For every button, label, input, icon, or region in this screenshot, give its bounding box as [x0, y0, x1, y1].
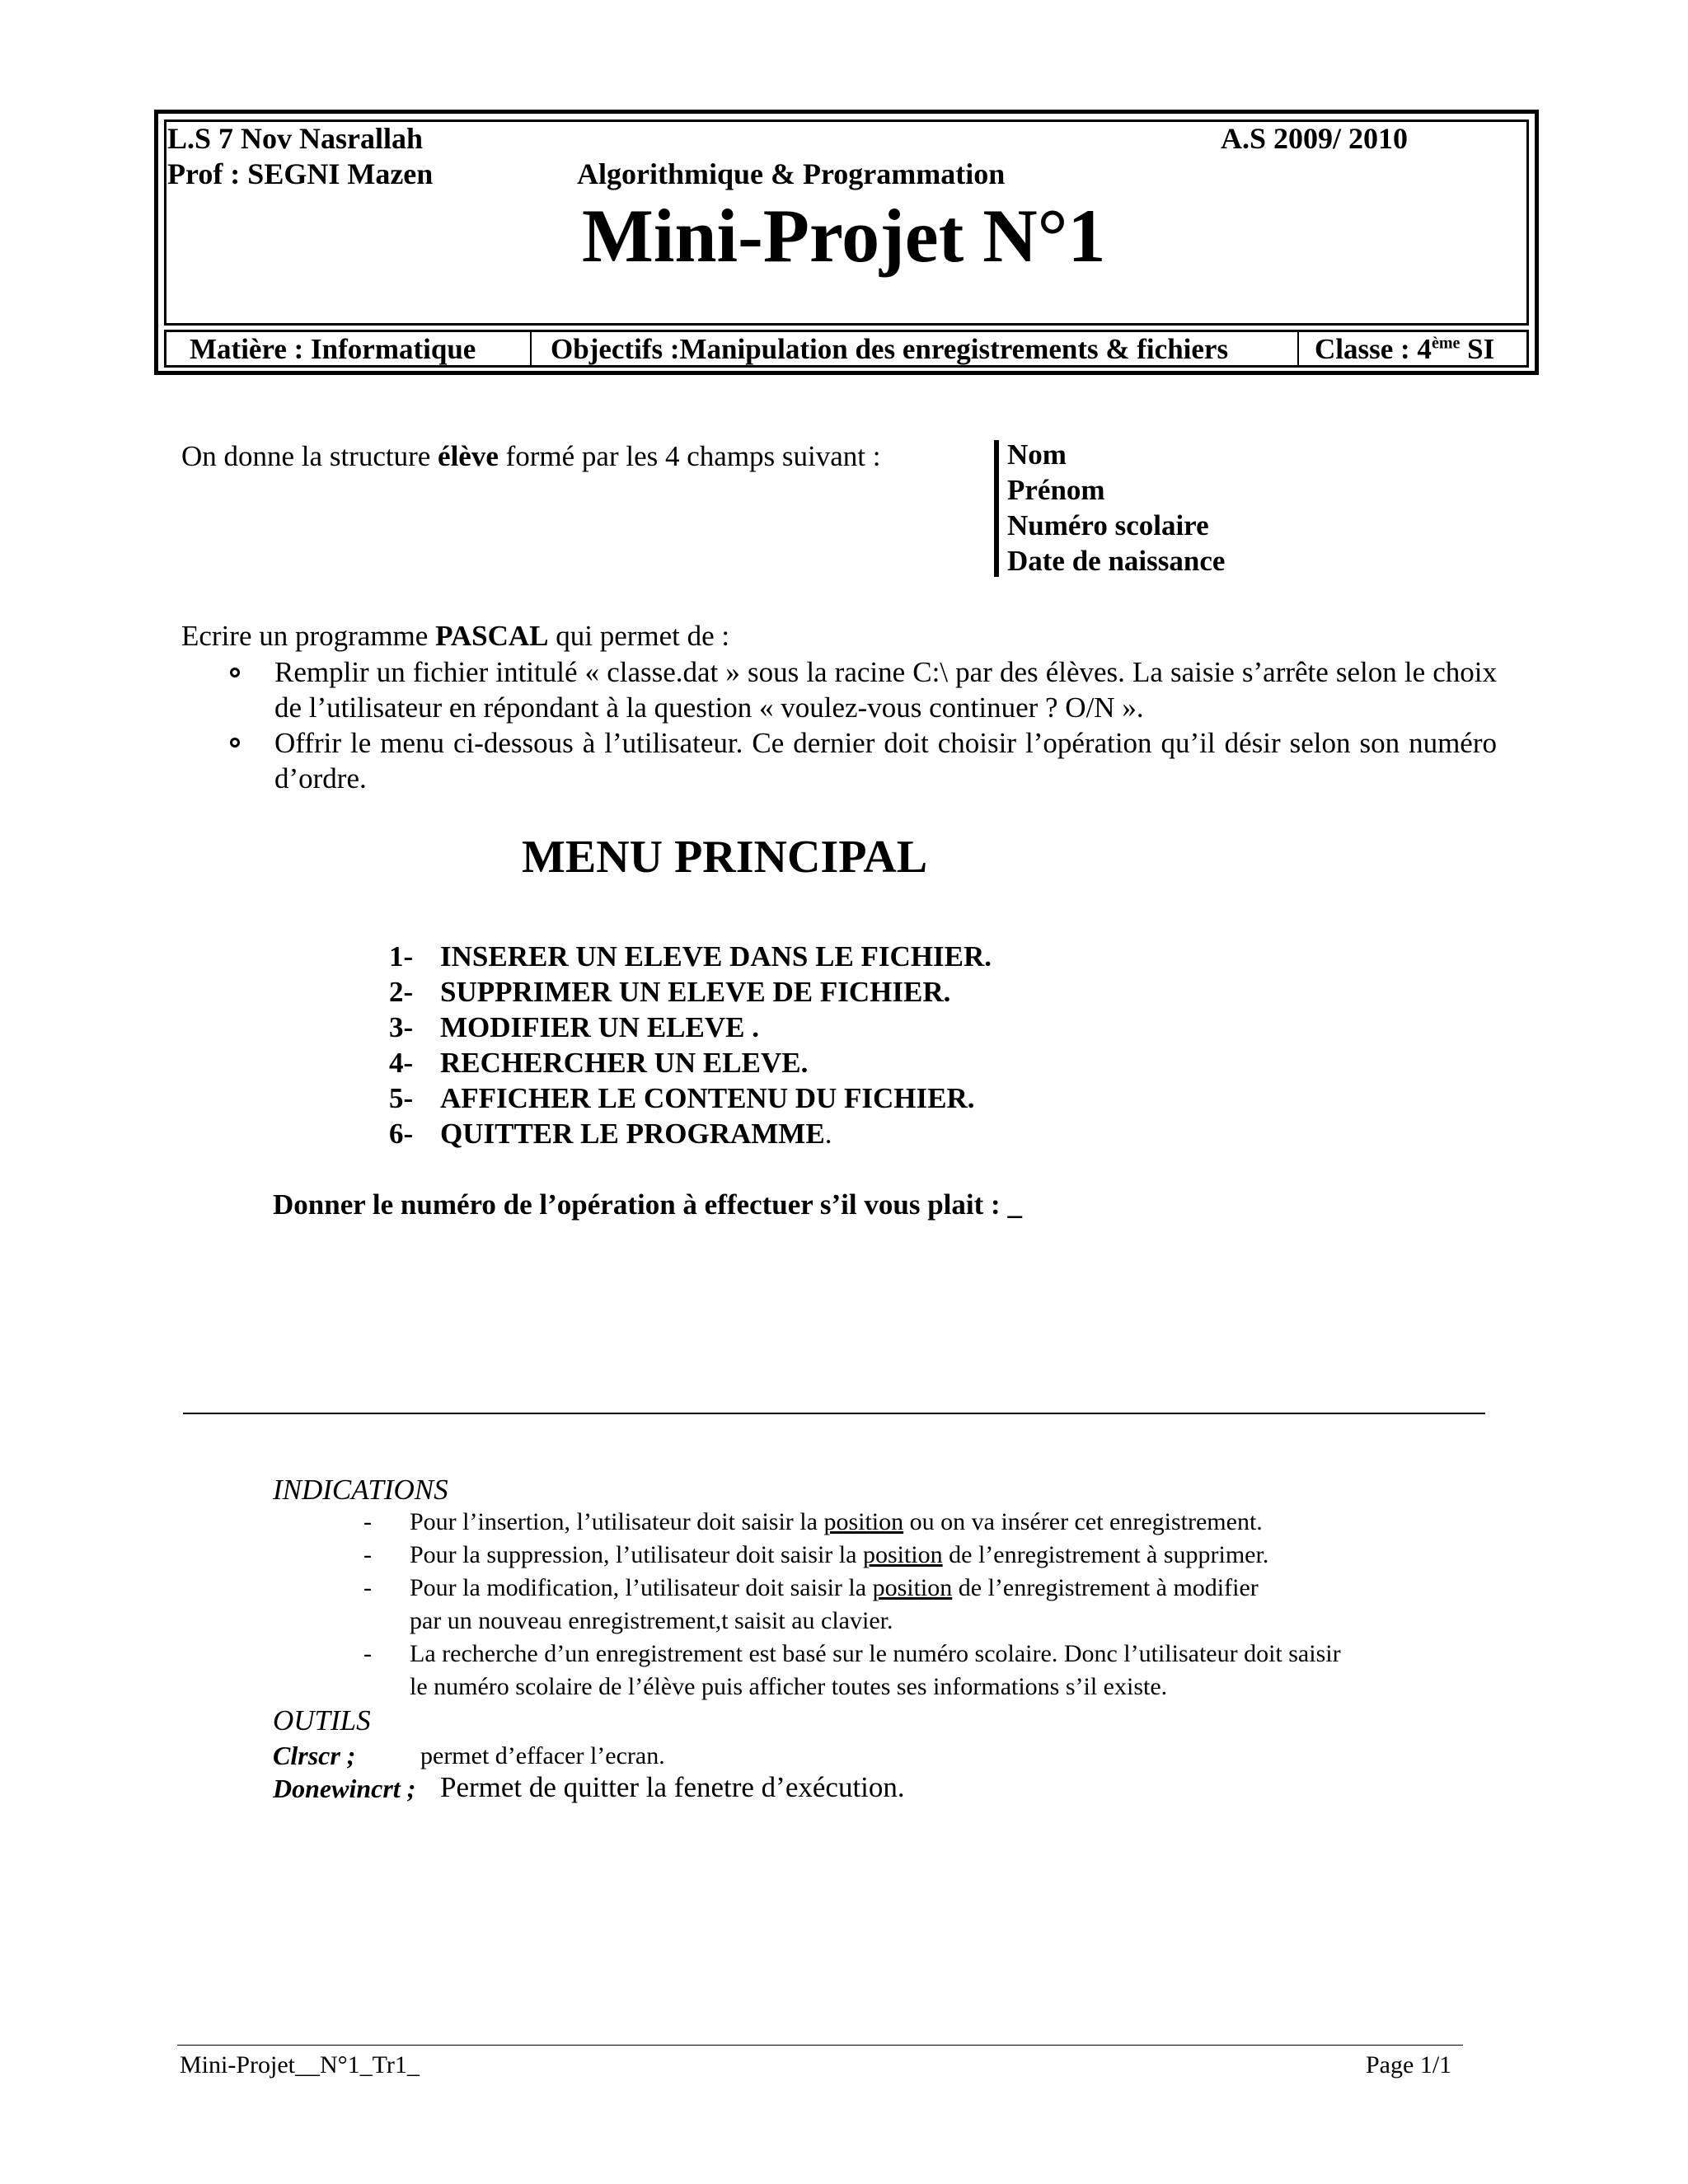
header-info-row — [164, 330, 1529, 368]
course-name: Algorithmique & Programmation — [577, 157, 1006, 190]
cell-divider — [530, 332, 532, 365]
subject-cell: Matière : Informatique — [190, 333, 476, 365]
dash-marker: - — [363, 1508, 372, 1535]
school-name: L.S 7 Nov Nasrallah — [167, 122, 424, 155]
dash-marker: - — [363, 1574, 372, 1601]
tool-donewincrt-desc: Permet de quitter la fenetre d’exécution. — [440, 1771, 905, 1803]
dash-marker: - — [363, 1640, 372, 1667]
cell-divider — [1297, 332, 1299, 365]
field-numero-scolaire: Numéro scolaire — [1007, 509, 1209, 541]
bullet-circle-icon — [230, 668, 240, 677]
structure-intro: On donne la structure élève formé par les 4 champs suivant : — [181, 440, 881, 472]
field-date-naissance: Date de naissance — [1007, 545, 1226, 577]
objectives-cell: Objectifs :Manipulation des enregistrements & fichiers — [551, 333, 1229, 365]
teacher-name: Prof : SEGNI Mazen — [167, 157, 434, 190]
indication-modify: Pour la modification, l’utilisateur doit saisir la position de l’enregistrement à modifier — [410, 1574, 1259, 1601]
fields-bracket — [994, 440, 999, 577]
footer-doc-ref: Mini-Projet__N°1_Tr1_ — [180, 2051, 420, 2079]
menu-item: 5- AFFICHER LE CONTENU DU FICHIER. — [389, 1082, 975, 1114]
indication-search: La recherche d’un enregistrement est basé sur le numéro scolaire. Donc l’utilisateur doit saisir — [410, 1640, 1341, 1667]
indication-modify-cont: par un nouveau enregistrement,t saisit au clavier. — [410, 1607, 893, 1634]
menu-item: 1- INSERER UN ELEVE DANS LE FICHIER. — [389, 940, 992, 972]
class-cell: Classe : 4ème SI — [1315, 333, 1495, 365]
menu-item: 6- QUITTER LE PROGRAMME. — [389, 1118, 832, 1150]
footer-rule — [177, 2045, 1463, 2046]
menu-prompt: Donner le numéro de l’opération à effectuer s’il vous plait : _ — [273, 1188, 1022, 1221]
menu-item: 2- SUPPRIMER UN ELEVE DE FICHIER. — [389, 976, 951, 1008]
indications-title: INDICATIONS — [273, 1474, 448, 1506]
dash-marker: - — [363, 1541, 372, 1568]
bullet-circle-icon — [230, 738, 240, 748]
footer-page-number: Page 1/1 — [1366, 2051, 1452, 2079]
indication-delete: Pour la suppression, l’utilisateur doit saisir la position de l’enregistrement à supprimer. — [410, 1541, 1269, 1568]
field-nom: Nom — [1007, 438, 1067, 471]
menu-item: 4- RECHERCHER UN ELEVE. — [389, 1047, 809, 1079]
task-bullet-fill-file: Remplir un fichier intitulé « classe.dat » sous la racine C:\ par des élèves. La saisie s’arrête selon le choix de l’utilisateur en répondant à la question « voulez-vous continuer ? O/N ». — [274, 656, 1497, 724]
tool-clrscr-name: Clrscr ; — [273, 1741, 356, 1770]
tool-clrscr-desc: permet d’effacer l’ecran. — [420, 1742, 665, 1769]
indication-search-cont: le numéro scolaire de l’élève puis afficher toutes ses informations s’il existe. — [410, 1673, 1168, 1700]
tool-donewincrt-name: Donewincrt ; — [273, 1774, 416, 1803]
task-bullet-menu: Offrir le menu ci-dessous à l’utilisateur. Ce dernier doit choisir l’opération qu’il désir selon son numéro d’ordre. — [274, 727, 1497, 794]
document-title: Mini-Projet N°1 — [582, 194, 1106, 278]
menu-title: MENU PRINCIPAL — [522, 832, 928, 883]
menu-item: 3- MODIFIER UN ELEVE . — [389, 1011, 759, 1043]
school-year: A.S 2009/ 2010 — [1221, 122, 1409, 155]
field-prenom: Prénom — [1007, 474, 1105, 506]
task-intro: Ecrire un programme PASCAL qui permet de : — [181, 620, 730, 652]
indication-insert: Pour l’insertion, l’utilisateur doit saisir la position ou on va insérer cet enregistrement. — [410, 1508, 1263, 1535]
section-divider — [183, 1413, 1485, 1414]
tools-title: OUTILS — [273, 1704, 371, 1736]
